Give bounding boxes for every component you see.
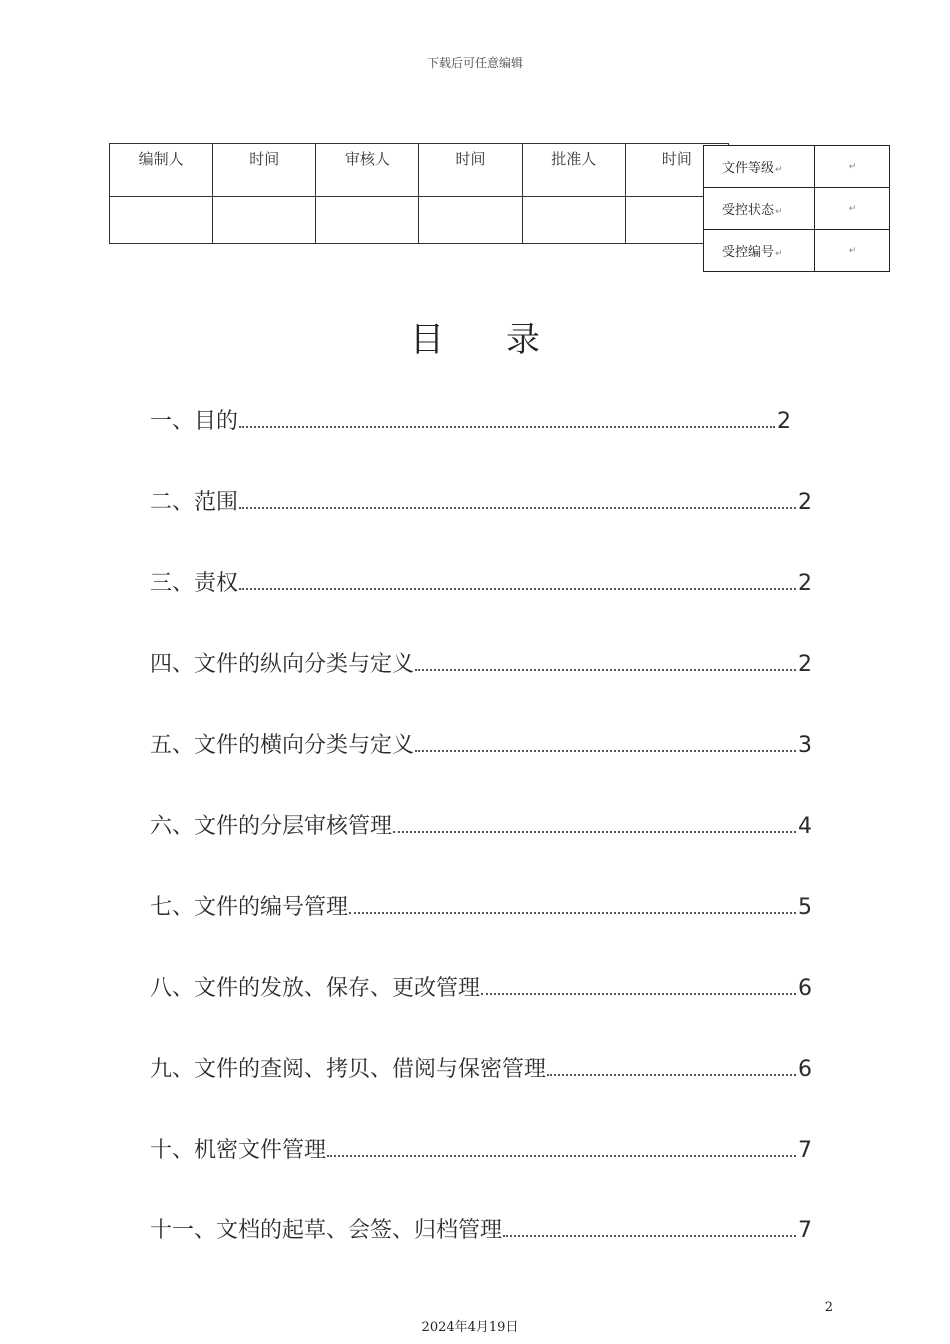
toc-entry-page: 6: [798, 1057, 812, 1082]
toc-entry[interactable]: [150, 485, 812, 517]
toc-leader-dots: [481, 971, 796, 995]
page-number: 2: [824, 1300, 833, 1315]
header-note: 下载后可任意编辑: [426, 56, 523, 70]
control-value-cell[interactable]: [815, 188, 890, 230]
toc-entry-text: 九、文件的查阅、拷贝、借阅与保密管理: [150, 1057, 547, 1082]
toc-entry[interactable]: [150, 971, 812, 1003]
approval-value-cell[interactable]: [522, 197, 625, 244]
control-table: [703, 145, 890, 272]
toc-entry[interactable]: [150, 647, 812, 679]
toc-title: 目录: [410, 320, 602, 360]
approval-header-cell: 编制人: [110, 144, 213, 197]
toc-entry-page: 2: [798, 490, 812, 515]
toc-entry-page: 2: [798, 571, 812, 596]
paragraph-mark-icon: ↵: [775, 165, 783, 175]
toc-entry[interactable]: [150, 566, 812, 598]
toc-leader-dots: [327, 1133, 796, 1157]
toc-entry-page: 3: [798, 733, 812, 758]
toc-entry[interactable]: [150, 728, 812, 760]
control-row-status: [704, 188, 890, 230]
approval-value-cell[interactable]: [213, 197, 316, 244]
toc-entry[interactable]: [150, 1052, 812, 1084]
approval-header-cell: 审核人: [316, 144, 419, 197]
toc-entry-page: 7: [798, 1138, 812, 1163]
toc-entry-text: 五、文件的横向分类与定义: [150, 733, 415, 758]
toc-leader-dots: [503, 1213, 796, 1237]
control-label: 受控状态: [722, 203, 775, 218]
toc-entry-page: 4: [798, 814, 812, 839]
control-value-cell[interactable]: [815, 146, 890, 188]
control-value-cell[interactable]: [815, 230, 890, 272]
toc-entry[interactable]: [150, 1133, 812, 1165]
control-label: 受控编号: [722, 245, 775, 260]
toc-leader-dots: [393, 809, 796, 833]
approval-value-cell[interactable]: [110, 197, 213, 244]
toc-entry-text: 六、文件的分层审核管理: [150, 814, 393, 839]
approval-value-row: [110, 197, 729, 244]
approval-header-cell: 时间: [625, 144, 728, 197]
approval-value-cell[interactable]: [316, 197, 419, 244]
toc-entry-text: 十一、文档的起草、会签、归档管理: [150, 1218, 503, 1243]
control-row-number: [704, 230, 890, 272]
toc-entry-text: 十、机密文件管理: [150, 1138, 327, 1163]
toc-entry-text: 二、范围: [150, 490, 239, 515]
toc-entry[interactable]: [150, 809, 812, 841]
control-row-level: [704, 146, 890, 188]
toc-entry-page: 2: [798, 652, 812, 677]
toc-entry[interactable]: [150, 890, 812, 922]
toc-leader-dots: [239, 404, 775, 428]
approval-header-cell: 批准人: [522, 144, 625, 197]
toc-entry-page: 7: [798, 1218, 812, 1243]
toc-leader-dots: [415, 728, 796, 752]
approval-header-cell: 时间: [213, 144, 316, 197]
paragraph-mark-icon: ↵: [775, 249, 783, 259]
approval-header-cell: 时间: [419, 144, 522, 197]
toc-entry-text: 一、目的: [150, 409, 239, 434]
toc-entry[interactable]: [150, 404, 791, 436]
approval-header-row: [110, 144, 729, 197]
toc-entry-page: 5: [798, 895, 812, 920]
toc-leader-dots: [547, 1052, 796, 1076]
toc-entry-text: 八、文件的发放、保存、更改管理: [150, 976, 481, 1001]
toc-entry-page: 2: [777, 409, 791, 434]
control-label: 文件等级: [722, 161, 775, 176]
paragraph-mark-icon: ↵: [848, 246, 857, 256]
paragraph-mark-icon: ↵: [848, 204, 857, 214]
toc-entry-page: 6: [798, 976, 812, 1001]
toc-entry[interactable]: [150, 1213, 812, 1245]
toc-leader-dots: [239, 566, 796, 590]
approval-table: [109, 143, 729, 244]
toc-entry-text: 三、责权: [150, 571, 239, 596]
paragraph-mark-icon: ↵: [775, 207, 783, 217]
toc-entry-text: 四、文件的纵向分类与定义: [150, 652, 415, 677]
toc-entry-text: 七、文件的编号管理: [150, 895, 349, 920]
footer-date: 2024年4月19日: [421, 1320, 519, 1335]
toc-leader-dots: [415, 647, 796, 671]
approval-value-cell[interactable]: [419, 197, 522, 244]
toc-leader-dots: [349, 890, 796, 914]
paragraph-mark-icon: ↵: [848, 162, 857, 172]
toc-leader-dots: [239, 485, 796, 509]
